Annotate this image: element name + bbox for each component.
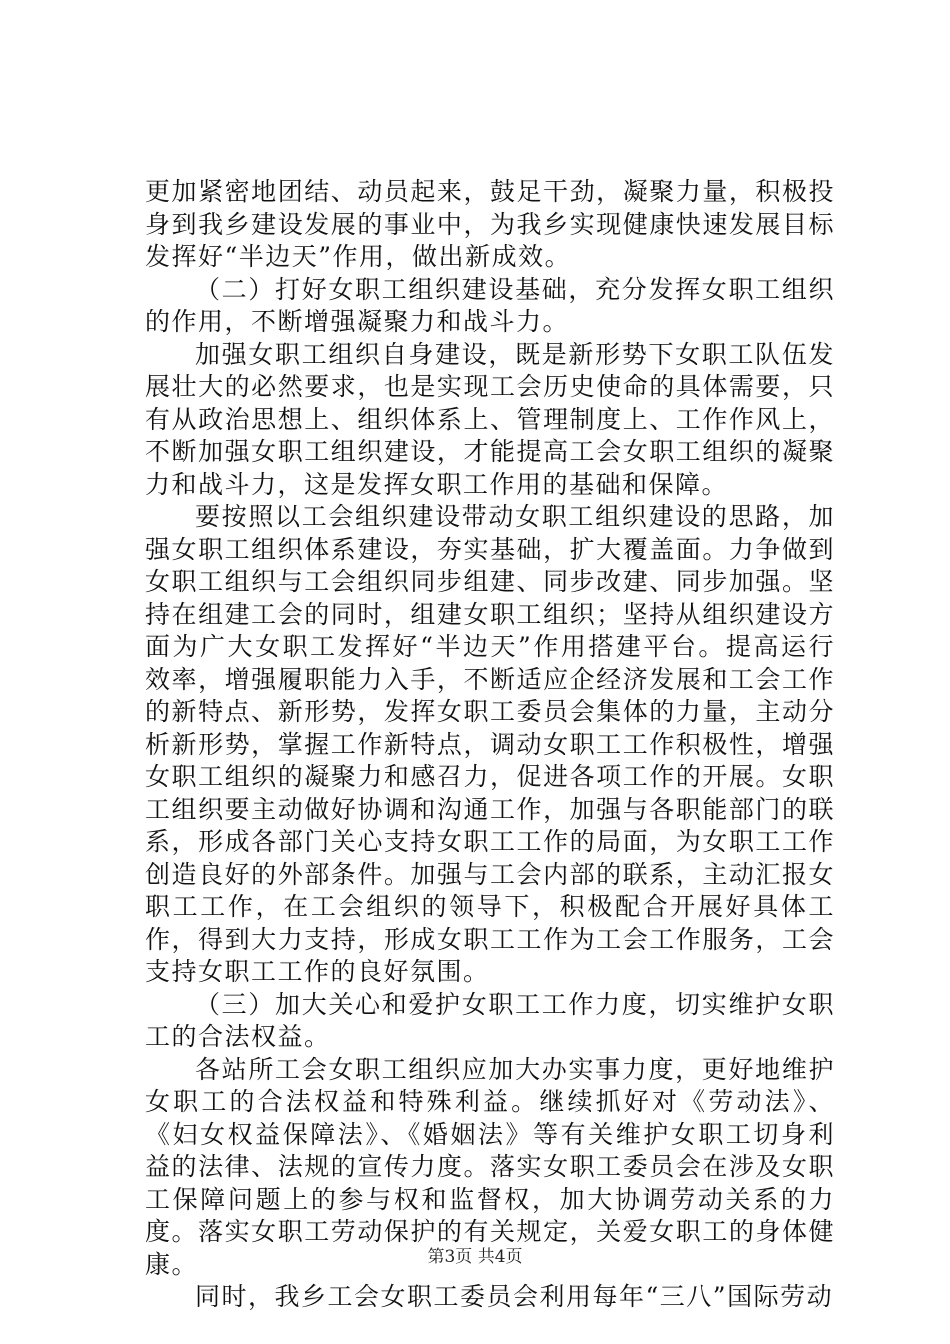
paragraph: 各站所工会女职工组织应加大办实事力度，更好地维护女职工的合法权益和特殊利益。继续抓好对《劳动法》、《妇女权益保障法》、《婚姻法》等有关维护女职工切身利益的法律、法规的宣传力度。落实女职工委员会在涉及女职工保障问题上的参与权和监督权，加大协调劳动关系的力度。落实女职工劳动保护的有关规定，关爱女职工的身体健康。 [145, 1054, 835, 1279]
paragraph: 加强女职工组织自身建设，既是新形势下女职工队伍发展壮大的必然要求，也是实现工会历史使命的具体需要，只有从政治思想上、组织体系上、管理制度上、工作作风上，不断加强女职工组织建设，才能提高工会女职工组织的凝聚力和战斗力，这是发挥女职工作用的基础和保障。 [145, 339, 835, 499]
paragraph: 要按照以工会组织建设带动女职工组织建设的思路，加强女职工组织体系建设，夯实基础，扩大覆盖面。力争做到女职工组织与工会组织同步组建、同步改建、同步加强。坚持在组建工会的同时，组建女职工组织；坚持从组织建设方面为广大女职工发挥好“半边天”作用搭建平台。提高运行效率，增强履职能力入手，不断适应企经济发展和工会工作的新特点、新形势，发挥女职工委员会集体的力量，主动分析新形势，掌握工作新特点，调动女职工工作积极性，增强女职工组织的凝聚力和感召力，促进各项工作的开展。女职工组织要主动做好协调和沟通工作，加强与各职能部门的联系，形成各部门关心支持女职工工作的局面，为女职工工作创造良好的外部条件。加强与工会内部的联系，主动汇报女职工工作，在工会组织的领导下，积极配合开展好具体工作，得到大力支持，形成女职工工作为工会工作服务，工会支持女职工工作的良好氛围。 [145, 502, 835, 986]
page-footer: 第3页 共4页 [427, 1247, 523, 1267]
section-heading-three: （三）加大关心和爱护女职工工作力度，切实维护女职工的合法权益。 [145, 989, 835, 1051]
paragraph-trailing: 同时，我乡工会女职工委员会利用每年“三八”国际劳动 [195, 1282, 834, 1311]
document-body [145, 176, 835, 1314]
section-heading-two: （二）打好女职工组织建设基础，充分发挥女职工组织的作用，不断增强凝聚力和战斗力。 [145, 274, 835, 336]
paragraph-continuation: 更加紧密地团结、动员起来，鼓足干劲，凝聚力量，积极投身到我乡建设发展的事业中，为我乡实现健康快速发展目标发挥好“半边天”作用，做出新成效。 [145, 177, 835, 271]
